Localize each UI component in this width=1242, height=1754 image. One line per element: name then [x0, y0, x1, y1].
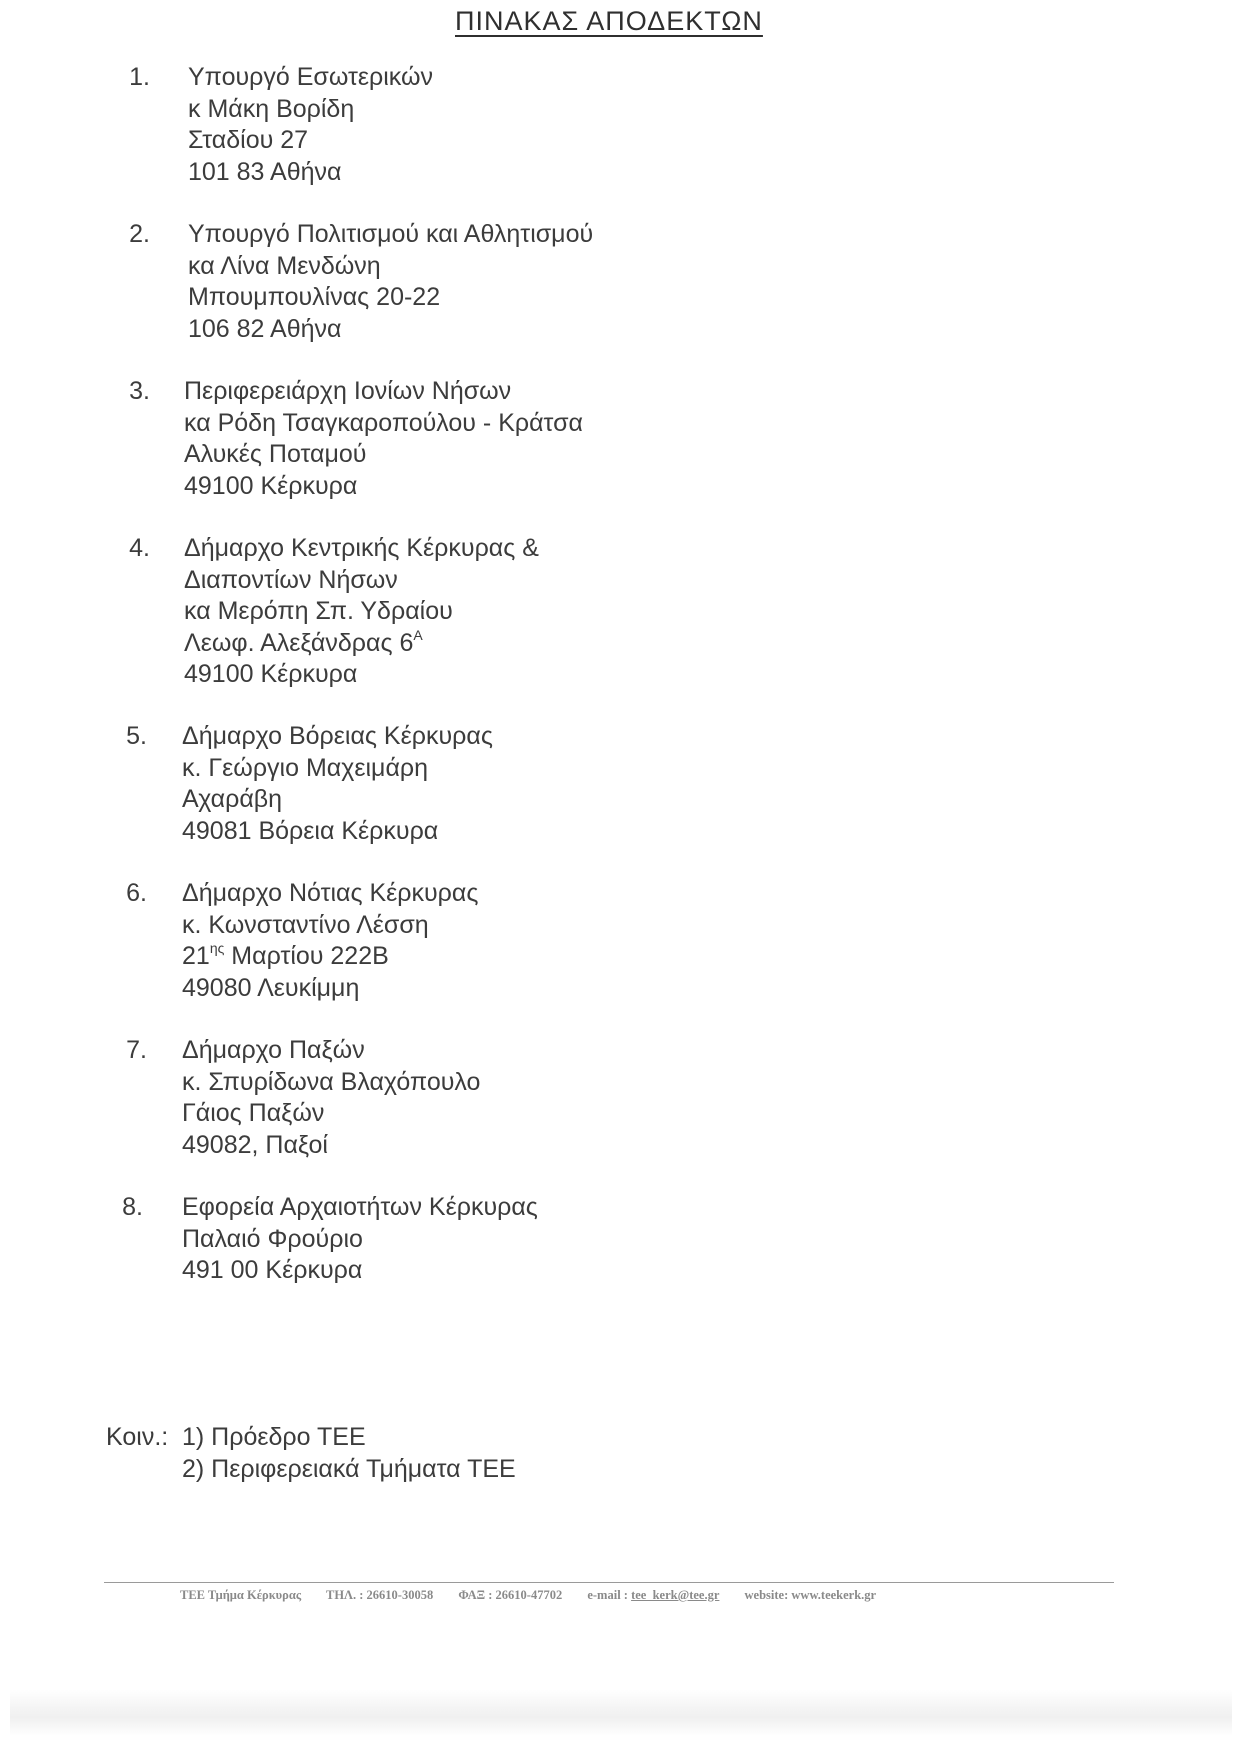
recipient-number: 4. [129, 534, 150, 562]
recipient-line: 49080 Λευκίμμη [182, 973, 360, 1002]
recipient-line [182, 941, 478, 973]
line-text: Λεωφ. Αλεξάνδρας 6 [184, 628, 414, 657]
footer-email-link[interactable]: tee_kerk@tee.gr [631, 1588, 720, 1602]
footer-phone: ΤΗΛ. : 26610-30058 [326, 1588, 434, 1602]
footer-divider [104, 1582, 1114, 1583]
recipient-line: 49081 Βόρεια Κέρκυρα [182, 816, 439, 845]
footer-email [587, 1588, 719, 1602]
page-title: ΠΙΝΑΚΑΣ ΑΠΟΔΕΚΤΩΝ [455, 6, 763, 36]
recipient-line: κα Λίνα Μενδώνη [188, 251, 381, 280]
cc-item: 1) Πρόεδρο ΤΕΕ [182, 1423, 366, 1451]
recipient-line: Αχαράβη [182, 785, 283, 813]
recipient-line: 49100 Κέρκυρα [184, 660, 358, 688]
recipient-line: Μπουμπουλίνας 20-22 [188, 283, 441, 311]
recipient-line: 49082, Παξοί [182, 1130, 328, 1159]
recipient-number: 1. [129, 63, 150, 91]
recipient-line: 106 82 Αθήνα [188, 314, 342, 343]
recipient-line: κα Μερόπη Σπ. Υδραίου [184, 597, 453, 625]
recipient-line: 101 83 Αθήνα [188, 157, 342, 186]
footer-website-link[interactable]: www.teekerk.gr [791, 1588, 877, 1602]
recipient-line: Δήμαρχο Νότιας Κέρκυρας [182, 879, 479, 907]
recipient-line: Παλαιό Φρούριο [182, 1224, 363, 1253]
recipient-line: Αλυκές Ποταμού [184, 440, 367, 468]
recipient-number: 5. [126, 722, 147, 750]
recipient-number: 3. [129, 377, 150, 405]
recipient-number: 6. [126, 879, 147, 907]
recipient-line: κα Ρόδη Τσαγκαροπούλου - Κράτσα [184, 408, 583, 437]
scan-edge-artifact [10, 1690, 1232, 1736]
line-prefix: 21 [182, 942, 210, 970]
letterhead-footer [180, 1588, 898, 1603]
line-rest: Μαρτίου 222Β [224, 942, 389, 970]
recipient-line: Υπουργό Εσωτερικών [188, 63, 433, 91]
recipient-number: 8. [122, 1193, 143, 1221]
recipient-line [184, 628, 539, 660]
recipient-line: Δήμαρχο Βόρειας Κέρκυρας [182, 722, 493, 750]
recipient-line: 49100 Κέρκυρα [184, 471, 358, 500]
superscript: ης [209, 940, 225, 956]
recipient-line: κ Μάκη Βορίδη [188, 94, 355, 123]
recipient-line: Υπουργό Πολιτισμού και Αθλητισμού [188, 220, 594, 248]
recipient-line: κ. Κωνσταντίνο Λέσση [182, 910, 429, 939]
cc-item: 2) Περιφερειακά Τμήματα ΤΕΕ [182, 1454, 516, 1483]
superscript: Α [413, 626, 423, 643]
recipient-line: Σταδίου 27 [188, 126, 309, 154]
recipient-line: Εφορεία Αρχαιοτήτων Κέρκυρας [182, 1193, 538, 1221]
recipient-line: Γάιος Παξών [182, 1099, 325, 1127]
recipient-line: Δήμαρχο Κεντρικής Κέρκυρας & [184, 534, 539, 562]
recipient-line: κ. Σπυρίδωνα Βλαχόπουλο [182, 1067, 481, 1096]
recipient-line: κ. Γεώργιο Μαχειμάρη [182, 753, 429, 782]
cc-label: Κοιν.: [106, 1423, 169, 1451]
footer-website [745, 1588, 877, 1602]
footer-website-label: website: [744, 1588, 789, 1602]
footer-email-label: e-mail : [587, 1588, 628, 1602]
footer-org: ΤΕΕ Τμήμα Κέρκυρας [180, 1588, 302, 1602]
recipient-line: Διαποντίων Νήσων [184, 565, 398, 594]
recipient-number: 7. [126, 1036, 147, 1064]
footer-fax: ΦΑΞ : 26610-47702 [458, 1588, 563, 1602]
recipient-line: Δήμαρχο Παξών [182, 1036, 365, 1064]
recipient-number: 2. [129, 220, 150, 248]
recipient-line: Περιφερειάρχη Ιονίων Νήσων [184, 377, 512, 405]
recipient-line: 491 00 Κέρκυρα [182, 1256, 363, 1284]
